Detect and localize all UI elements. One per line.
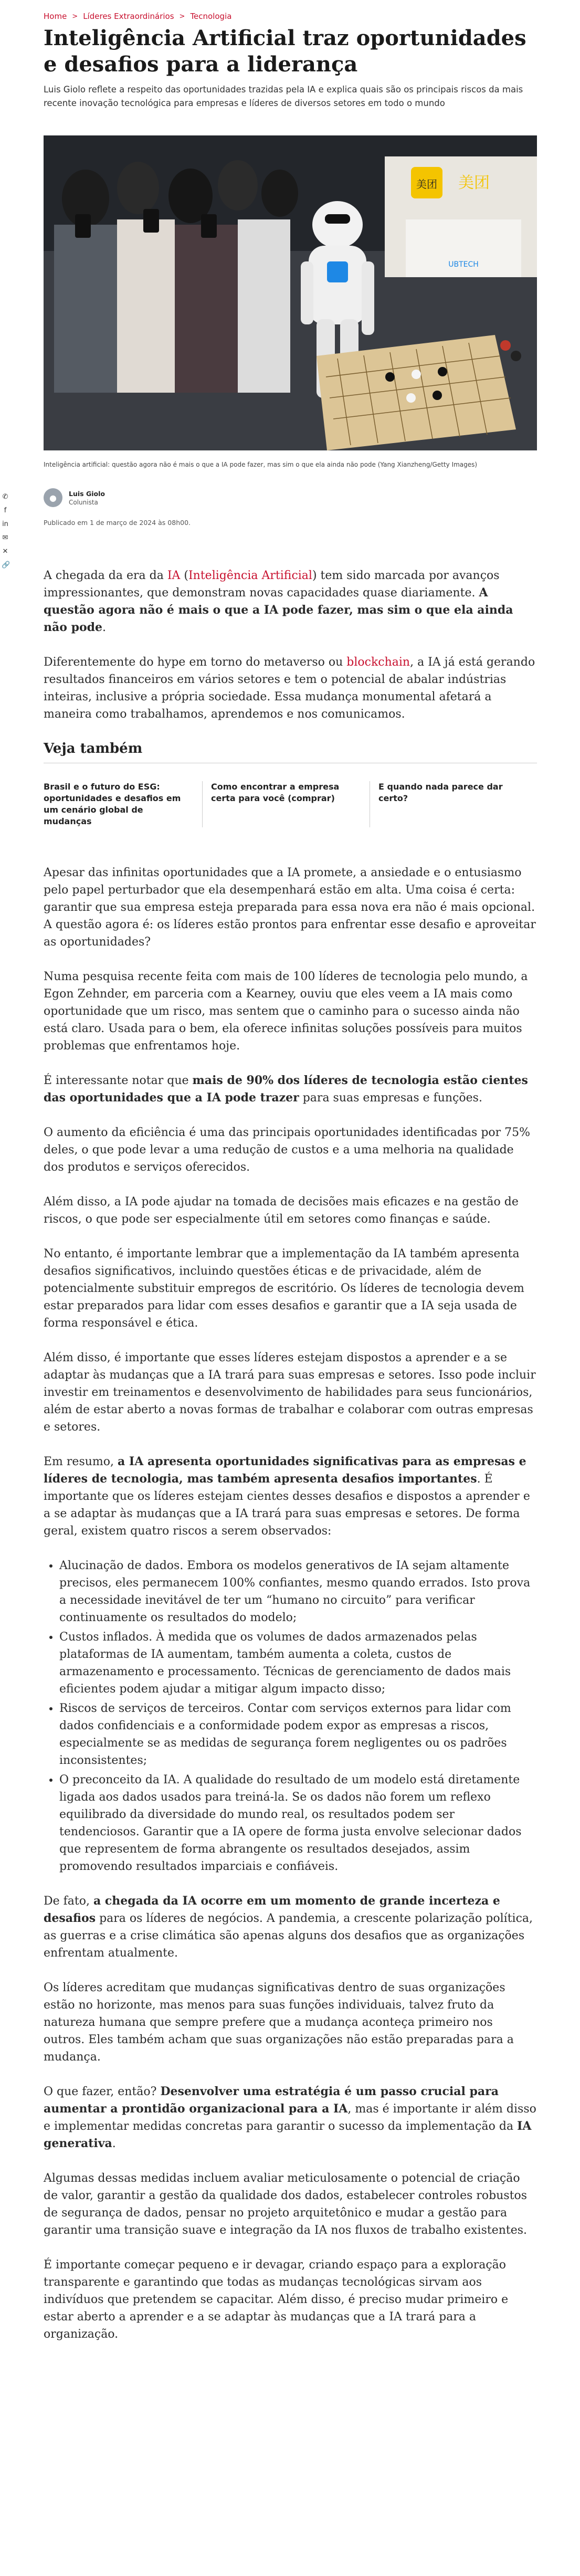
chevron-right-icon: >: [179, 12, 185, 20]
article-body: [44, 567, 537, 2360]
publish-date: Publicado em 1 de março de 2024 às 08h00.: [44, 519, 191, 527]
hero-caption: Inteligência artificial: questão agora não é mais o que a IA pode fazer, mas sim o que ela ainda não pode (Yang Xianzheng/Getty Images): [44, 461, 478, 468]
risk-list: [44, 1557, 537, 1875]
paragraph: O aumento da eficiência é uma das principais oportunidades identificadas por 75% deles, o que pode levar a uma redução de custos e a uma melhoria na qualidade dos produtos e serviços oferecidos.: [44, 1126, 531, 1174]
see-also-title: Veja também: [44, 740, 537, 763]
list-item: • Alucinação de dados. Embora os modelos generativos de IA sejam altamente precisos, eles permanecem 100% confiantes, mesmo quando errados. Isto prova a necessidade inevitável de ter um “humano no circuito” para verificar continuamente os resultados do modelo;: [59, 1557, 537, 1626]
paragraph: O que fazer, então? Desenvolver uma estratégia é um passo crucial para aumentar a prontidão organizacional para a IA, mas é importante ir além disso e implementar medidas concretas para garantir o sucesso da implementação da IA generativa.: [44, 2085, 536, 2150]
share-bar: [2, 493, 12, 569]
author-role: Colunista: [69, 498, 98, 506]
list-item: • Custos inflados. À medida que os volumes de dados armazenados pelas plataformas de IA aumentam, também aumenta a coleta, custos de armazenamento e processamento. Técnicas de gerenciamento de dados mais eficientes podem ajudar a mitigar algum impacto disso;: [59, 1628, 537, 1698]
link-inteligencia-artificial[interactable]: Inteligência Artificial: [188, 569, 312, 582]
see-also-item[interactable]: E quando nada parece dar certo?: [370, 781, 537, 827]
paragraph: Diferentemente do hype em torno do metaverso ou blockchain, a IA já está gerando resultados financeiros em vários setores e tem o potencial de abalar indústrias inteiras, inclusive a própria sociedade. Essa mudança monumental afetará a maneira como trabalhamos, aprendemos e nos comunicamos.: [44, 656, 535, 721]
paragraph: Os líderes acreditam que mudanças significativas dentro de suas organizações estão no horizonte, mas menos para suas funções individuais, talvez fruto da natureza humana que sempre prefere que a mudança aconteça primeiro nos outros. Eles também acham que suas organizações não estão preparadas para a mudança.: [44, 1981, 514, 2064]
paragraph: Em resumo, a IA apresenta oportunidades significativas para as empresas e líderes de tecnologia, mas também apresenta desafios importantes. É importante que os líderes estejam cientes desses desafios e dispostos a aprender e a se adaptar às mudanças que a IA trará para suas empresas e setores. De forma geral, existem quatro riscos a serem observados:: [44, 1455, 530, 1538]
paragraph: A chegada da era da IA (Inteligência Artificial) tem sido marcada por avanços impressionantes, que demonstram novas capacidades quase diariamente. A questão agora não é mais o que a IA pode fazer, mas sim o que ela ainda não pode.: [44, 569, 513, 634]
brand-text: UBTECH: [448, 260, 479, 269]
see-also: [44, 740, 537, 827]
see-also-item[interactable]: Como encontrar a empresa certa para você (comprar): [202, 781, 370, 827]
paragraph: É interessante notar que mais de 90% dos líderes de tecnologia estão cientes das oportunidades que a IA pode trazer para suas empresas e funções.: [44, 1074, 528, 1105]
whatsapp-icon[interactable]: ✆: [2, 493, 8, 501]
paragraph: É importante começar pequeno e ir devagar, criando espaço para a exploração transparente e garantindo que todas as mudanças tecnológicas sirvam aos indivíduos que pretendem se capacitar. Além disso, é preciso mudar primeiro e estar aberto a aprender e a se adaptar às mudanças que a IA trará para a organização.: [44, 2258, 509, 2341]
paragraph: Além disso, a IA pode ajudar na tomada de decisões mais eficazes e na gestão de riscos, o que pode ser especialmente útil em setores como finanças e saúde.: [44, 1195, 519, 1226]
linkedin-icon[interactable]: in: [2, 520, 8, 528]
chevron-right-icon: >: [72, 12, 78, 20]
author-name[interactable]: Luis Giolo: [69, 489, 105, 498]
paragraph: De fato, a chegada da IA ocorre em um momento de grande incerteza e desafios para os líderes de negócios. A pandemia, a crescente polarização política, as guerras e a crise climática são apenas alguns dos desafios que as organizações enfrentam atualmente.: [44, 1894, 533, 1960]
email-icon[interactable]: ✉: [2, 534, 8, 542]
page-title: Inteligência Artificial traz oportunidades e desafios para a liderança: [44, 26, 526, 77]
banner-logo: 美团: [416, 178, 437, 191]
breadcrumb-home[interactable]: Home: [44, 12, 67, 21]
hero-image: [44, 135, 537, 450]
breadcrumb-lideres[interactable]: Líderes Extraordinários: [83, 12, 174, 21]
breadcrumb-tecnologia[interactable]: Tecnologia: [190, 12, 232, 21]
twitter-icon[interactable]: ✕: [2, 548, 8, 555]
page-subtitle: Luis Giolo reflete a respeito das oportunidades trazidas pela IA e explica quais são os principais riscos da mais recente inovação tecnológica para empresas e líderes de diversos setores em todo o mundo: [44, 85, 523, 108]
paragraph: Algumas dessas medidas incluem avaliar meticulosamente o potencial de criação de valor, garantir a gestão da qualidade dos dados, estabelecer controles robustos de segurança de dados, pensar no projeto arquitetônico e mudar a gestão para garantir uma transição suave e integração da IA nos fluxos de trabalho existentes.: [44, 2172, 528, 2237]
list-item: • Riscos de serviços de terceiros. Contar com serviços externos para lidar com dados confidenciais e a conformidade podem expor as empresas a riscos, especialmente se as medidas de segurança forem negligentes ou os padrões inconsistentes;: [59, 1700, 537, 1769]
link-blockchain[interactable]: blockchain: [346, 656, 410, 669]
paragraph: Numa pesquisa recente feita com mais de 100 líderes de tecnologia pelo mundo, a Egon Zehnder, em parceria com a Kearney, ouviu que eles veem a IA mais como oportunidade que um risco, mas sentem que o caminho para o sucesso ainda não está claro. Usada para o bem, ela oferece infinitas soluções possíveis para muitos problemas que enfrentamos hoje.: [44, 970, 528, 1053]
link-icon[interactable]: 🔗: [2, 561, 10, 569]
paragraph: Além disso, é importante que esses líderes estejam dispostos a aprender e a se adaptar às mudanças que a IA trará para suas empresas e setores. Isso pode incluir investir em treinamentos e desenvolvimento de habilidades para seus funcionários, além de estar aberto a novas formas de trabalhar e colaborar com outras empresas e setores.: [44, 1351, 536, 1434]
see-also-item[interactable]: Brasil e o futuro do ESG: oportunidades e desafios em um cenário global de mudanças: [44, 782, 181, 826]
banner-text: 美团: [458, 174, 490, 192]
link-ia[interactable]: IA: [167, 569, 181, 582]
author-block: [44, 488, 105, 507]
hero-photo-illustration: [44, 135, 537, 450]
list-item: • O preconceito da IA. A qualidade do resultado de um modelo está diretamente ligada aos dados usados para treiná-la. Se os dados não forem um reflexo equilibrado da diversidade do mundo real, os resultados podem ser tendenciosos. Garantir que a IA opere de forma justa envolve selecionar dados que representem de forma abrangente os resultados desejados, assim promovendo resultados imparciais e confiáveis.: [59, 1771, 537, 1875]
paragraph: No entanto, é importante lembrar que a implementação da IA também apresenta desafios significativos, incluindo questões éticas e de privacidade, além de potencialmente substituir empregos de escritório. Os líderes de tecnologia devem estar preparados para lidar com esses desafios e garantir que a IA seja usada de forma responsável e ética.: [44, 1247, 524, 1330]
avatar[interactable]: ●: [44, 488, 62, 507]
paragraph: Apesar das infinitas oportunidades que a IA promete, a ansiedade e o entusiasmo pelo papel perturbador que ela desempenhará estão em alta. Uma coisa é certa: garantir que sua empresa esteja preparada para essa nova era não é mais opcional. A questão agora é: os líderes estão prontos para enfrentar esse desafio e aproveitar as oportunidades?: [44, 866, 536, 949]
facebook-icon[interactable]: f: [4, 507, 7, 514]
breadcrumb: [44, 12, 231, 21]
